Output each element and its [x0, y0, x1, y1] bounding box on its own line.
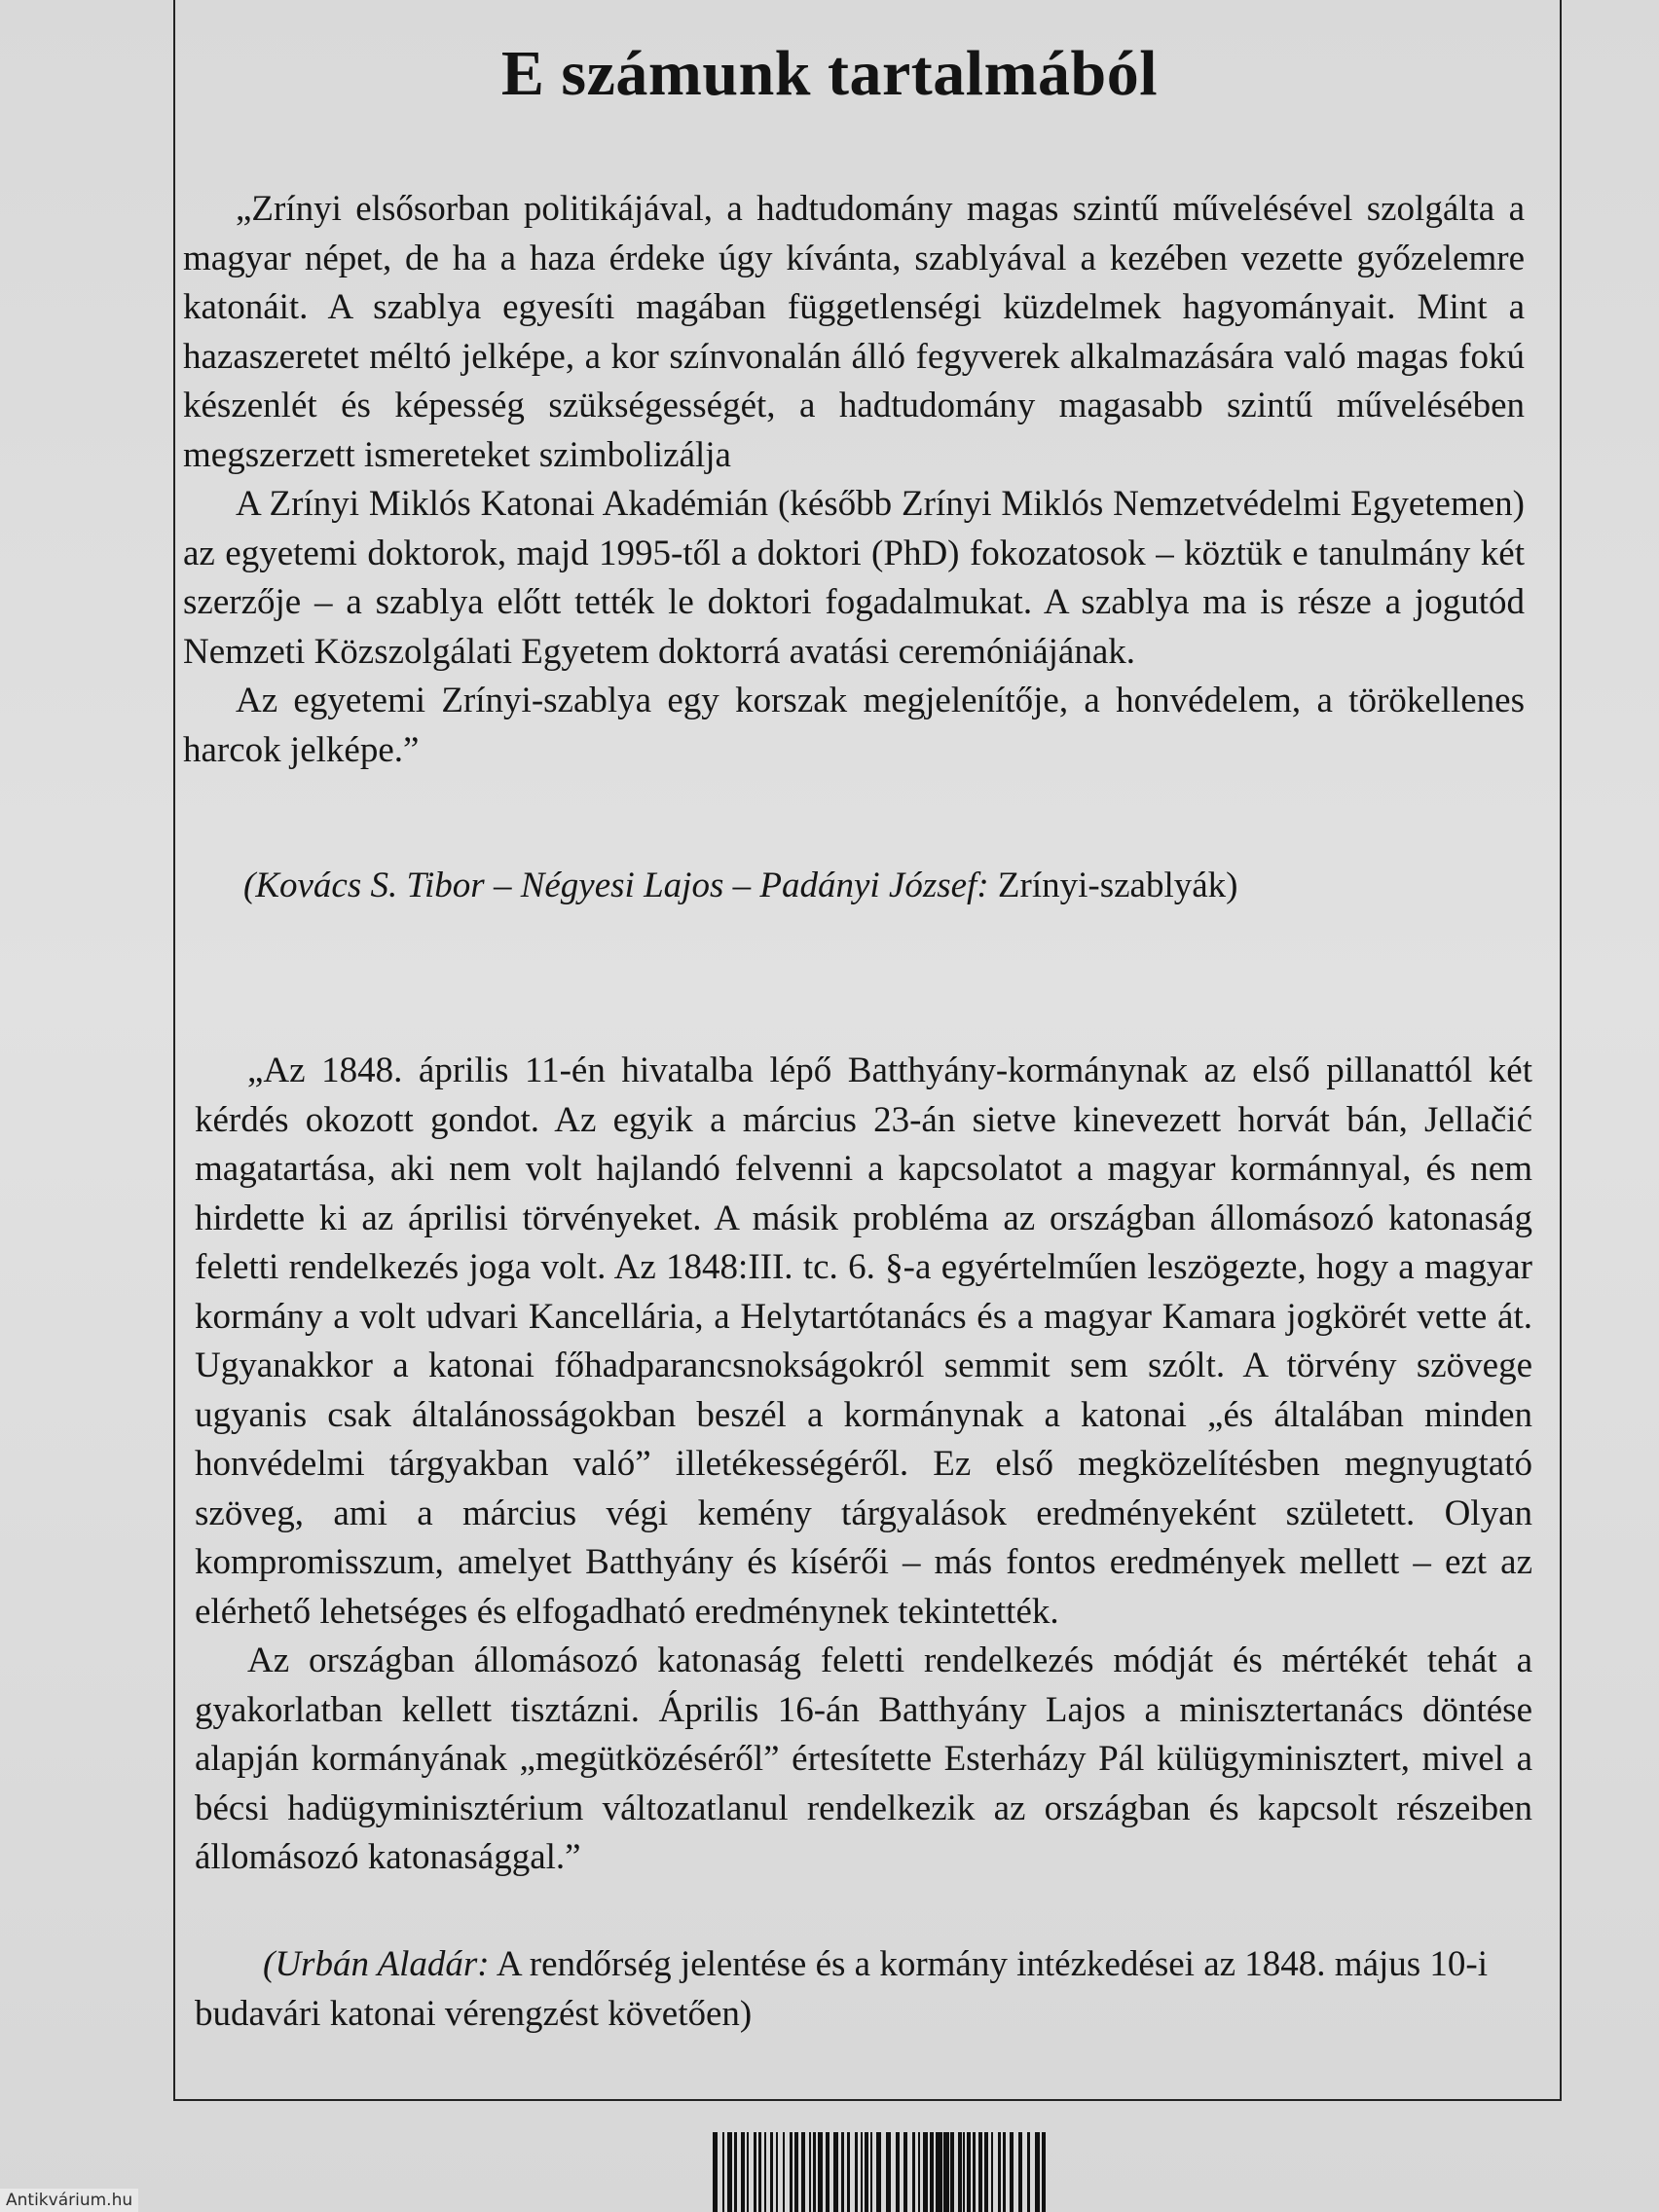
- barcode-bar: [770, 2132, 773, 2212]
- barcode-bar: [727, 2132, 732, 2212]
- barcode-bar: [734, 2132, 737, 2212]
- barcode-bar: [818, 2132, 823, 2212]
- barcode-bar: [826, 2132, 830, 2212]
- barcode-bar: [870, 2132, 872, 2212]
- barcode-addon: [925, 2132, 1046, 2212]
- barcode-bar: [790, 2132, 793, 2212]
- barcode-bar: [758, 2132, 761, 2212]
- excerpt-1-citation: [243, 862, 1509, 911]
- barcode-bar: [809, 2132, 811, 2212]
- barcode-bar: [801, 2132, 805, 2212]
- barcode-bar: [754, 2132, 756, 2212]
- barcode-bar: [930, 2132, 934, 2212]
- barcode-bar: [876, 2132, 881, 2212]
- barcode-bar: [973, 2132, 975, 2212]
- barcode-bar: [865, 2132, 868, 2212]
- barcode-bar: [903, 2132, 907, 2212]
- citation-title: A rendőrség jelentése és a kormány intézkedései az 1848. május 10-i budavári katonai vérengzést követően): [195, 1944, 1489, 2034]
- barcode-bar: [741, 2132, 745, 2212]
- barcode-bar: [925, 2132, 928, 2212]
- barcode-bar: [950, 2132, 954, 2212]
- barcode-bar: [896, 2132, 900, 2212]
- barcode-bar: [713, 2132, 718, 2212]
- barcode-bar: [963, 2132, 965, 2212]
- excerpt-1-paragraph: A Zrínyi Miklós Katonai Akadémián (később Zrínyi Miklós Nemzetvédelmi Egyetemen) az egyetemi doktorok, majd 1995-től a doktori (PhD) fokozatosok – köztük e tanulmány két szerzője – a szablya előtt tették le doktori fogadalmukat. A szablya ma is része a jogutód Nemzeti Közszolgálati Egyetem doktorrá avatási ceremóniájának.: [183, 484, 1525, 672]
- barcode-bar: [1018, 2132, 1022, 2212]
- barcode-bar: [855, 2132, 858, 2212]
- barcode-bar: [1003, 2132, 1006, 2212]
- barcode-bar: [886, 2132, 891, 2212]
- barcode-bar: [722, 2132, 724, 2212]
- barcode-bar: [978, 2132, 982, 2212]
- barcode-bar: [861, 2132, 863, 2212]
- excerpt-2: [195, 1047, 1532, 1883]
- page-title: E számunk tartalmából: [500, 38, 1159, 109]
- citation-title: Zrínyi-szablyák): [997, 866, 1238, 905]
- barcode-bar: [1042, 2132, 1046, 2212]
- barcode-bar: [776, 2132, 778, 2212]
- watermark: Antikvárium.hu: [0, 2189, 138, 2212]
- excerpt-1-paragraph: „Zrínyi elsősorban politikájával, a hadtudomány magas szintű művelésével szolgálta a magyar népet, de ha a haza érdeke úgy kívánta, szablyával a kezében vezette győzelemre katonáit. A szablya egyesíti magában függetlenségi küzdelmek hagyományait. Mint a hazaszeretet méltó jelképe, a kor színvonalán álló fegyverek alkalmazására való magas fokú készenlét és képesség szükségességét, a hadtudomány magasabb szintű művelésében megszerzett ismereteket szimbolizálja: [183, 189, 1525, 475]
- barcode-bar: [833, 2132, 838, 2212]
- barcode-bar: [813, 2132, 816, 2212]
- barcode-bar: [783, 2132, 785, 2212]
- barcode-bar: [1010, 2132, 1014, 2212]
- excerpt-1: [183, 185, 1525, 775]
- barcode-bar: [847, 2132, 850, 2212]
- barcode-bar: [936, 2132, 940, 2212]
- barcode-bar: [943, 2132, 946, 2212]
- excerpt-2-paragraph: Az országban állomásozó katonaság feletti rendelkezés módját és mértékét tehát a gyakorlatban kellett tisztázni. Április 16-án Batthyány Lajos a minisztertanács döntése alapján kormányának „megütközéséről” értesítette Esterházy Pál külügyminisztert, mivel a bécsi hadügyminisztérium változatlanul rendelkezik az országban és kapcsolt részeiben állomásozó katonasággal.”: [195, 1641, 1532, 1877]
- barcode-bar: [998, 2132, 1001, 2212]
- barcode-bar: [747, 2132, 749, 2212]
- excerpt-1-paragraph: Az egyetemi Zrínyi-szablya egy korszak megjelenítője, a honvédelem, a törökellenes harcok jelképe.”: [183, 681, 1525, 770]
- barcode-bar: [1027, 2132, 1030, 2212]
- citation-authors: (Urbán Aladár:: [263, 1944, 490, 1984]
- barcode-bar: [984, 2132, 988, 2212]
- barcode-bar: [1035, 2132, 1040, 2212]
- barcode-bar: [794, 2132, 798, 2212]
- excerpt-2-paragraph: „Az 1848. április 11-én hivatalba lépő Batthyány-kormánynak az első pillanattól két kérdés okozott gondot. Az egyik a március 23-án sietve kinevezett horvát bán, Jellačić magatartása, aki nem volt hajlandó felvenni a kapcsolatot a magyar kormánnyal, és nem hirdette ki az áprilisi törvényeket. A másik probléma az országban állomásozó katonaság feletti rendelkezés joga volt. Az 1848:III. tc. 6. §-a egyértelműen leszögezte, hogy a magyar kormány a volt udvari Kancellária, a Helytartótanács és a magyar Kamara jogkörét vette át. Ugyanakkor a katonai főhadparancsnokságokról semmit sem szólt. A törvény szövege ugyanis csak általánosságokban beszél a kormánynak a katonai „és általában minden honvédelmi tárgyakban való” illetékességéről. Ez első megközelítésben megnyugtató szöveg, ami a március végi kemény tárgyalások eredményeként született. Olyan kompromisszum, amelyet Batthyány és kísérői – más fontos eredmények mellett – ezt az elérhető lehetséges és elfogadható eredménynek tekintették.: [195, 1051, 1532, 1632]
- citation-authors: (Kovács S. Tibor – Négyesi Lajos – Padányi József:: [243, 866, 989, 905]
- barcode-bar: [918, 2132, 920, 2212]
- barcode-bar: [958, 2132, 960, 2212]
- barcode-bar: [764, 2132, 766, 2212]
- barcode-bar: [912, 2132, 915, 2212]
- barcode-bar: [967, 2132, 971, 2212]
- barcode-bar: [841, 2132, 844, 2212]
- excerpt-2-citation: [195, 1940, 1532, 2039]
- barcode-bar: [991, 2132, 993, 2212]
